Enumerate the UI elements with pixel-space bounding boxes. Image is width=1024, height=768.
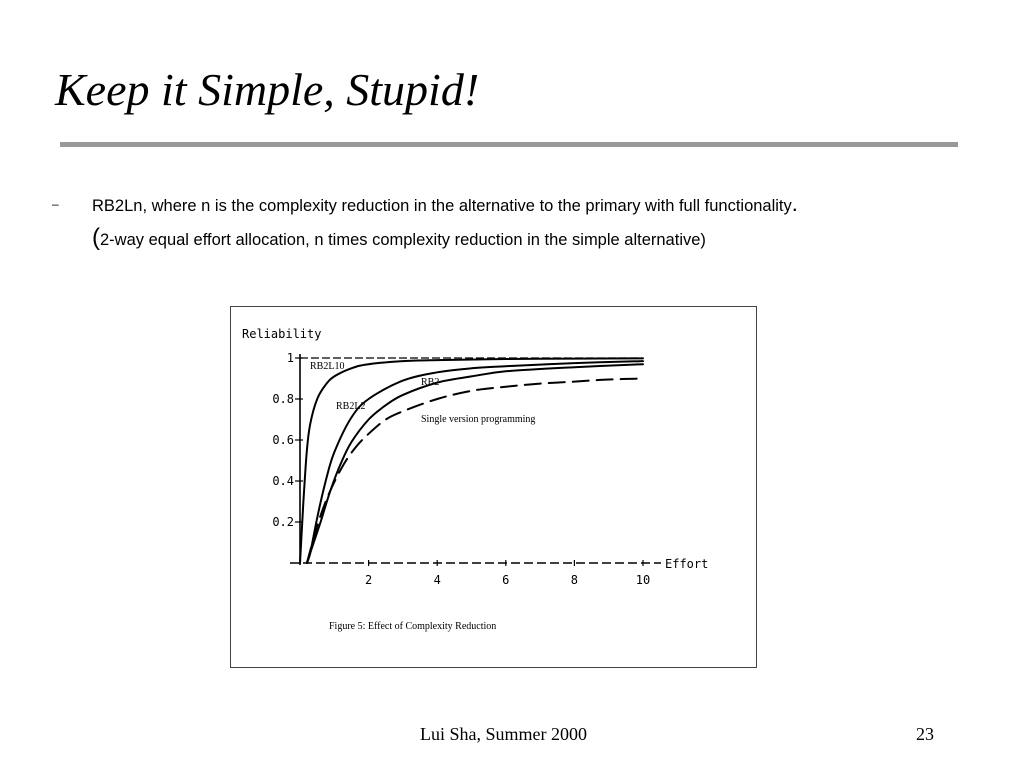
bullet-text xyxy=(92,188,972,256)
x-tick-label: 8 xyxy=(570,573,579,587)
bullet-line-2-paren: ( xyxy=(92,224,100,251)
y-tick-label: 1 xyxy=(286,351,294,365)
bullet-line-2: 2-way equal effort allocation, n times complexity reduction in the simple alternative) xyxy=(100,231,706,249)
y-tick-label: 0.2 xyxy=(272,515,294,529)
bullet-marker: – xyxy=(52,197,59,211)
y-axis-label: Reliability xyxy=(242,327,322,341)
footer-author: Lui Sha, Summer 2000 xyxy=(420,724,587,744)
label-single-version: Single version programming xyxy=(421,414,536,425)
title-divider xyxy=(60,142,958,147)
figure-caption: Figure 5: Effect of Complexity Reduction xyxy=(329,621,497,632)
y-tick-label: 0.8 xyxy=(272,392,294,406)
y-tick-label: 0.6 xyxy=(272,433,294,447)
reliability-chart xyxy=(231,307,758,669)
series-line-3 xyxy=(307,364,643,563)
x-tick-label: 10 xyxy=(635,573,651,587)
y-tick-label: 0.4 xyxy=(272,474,294,488)
label-rb2: RB2 xyxy=(421,377,440,388)
figure-frame xyxy=(230,306,757,668)
page-number: 23 xyxy=(916,724,934,744)
slide-title: Keep it Simple, Stupid! xyxy=(55,64,480,115)
series-line-1 xyxy=(300,358,643,563)
bullet-line-1-period: . xyxy=(791,191,798,216)
series-line-2 xyxy=(307,361,643,563)
x-tick-label: 4 xyxy=(433,573,441,587)
x-tick-label: 6 xyxy=(502,573,510,587)
bullet-line-1: RB2Ln, where n is the complexity reduction in the alternative to the primary with full functionality xyxy=(92,197,792,215)
x-axis-label: Effort xyxy=(665,557,709,571)
label-rb2l10: RB2L10 xyxy=(310,361,345,372)
x-tick-label: 2 xyxy=(364,573,373,587)
label-rb2l2: RB2L2 xyxy=(336,401,366,412)
